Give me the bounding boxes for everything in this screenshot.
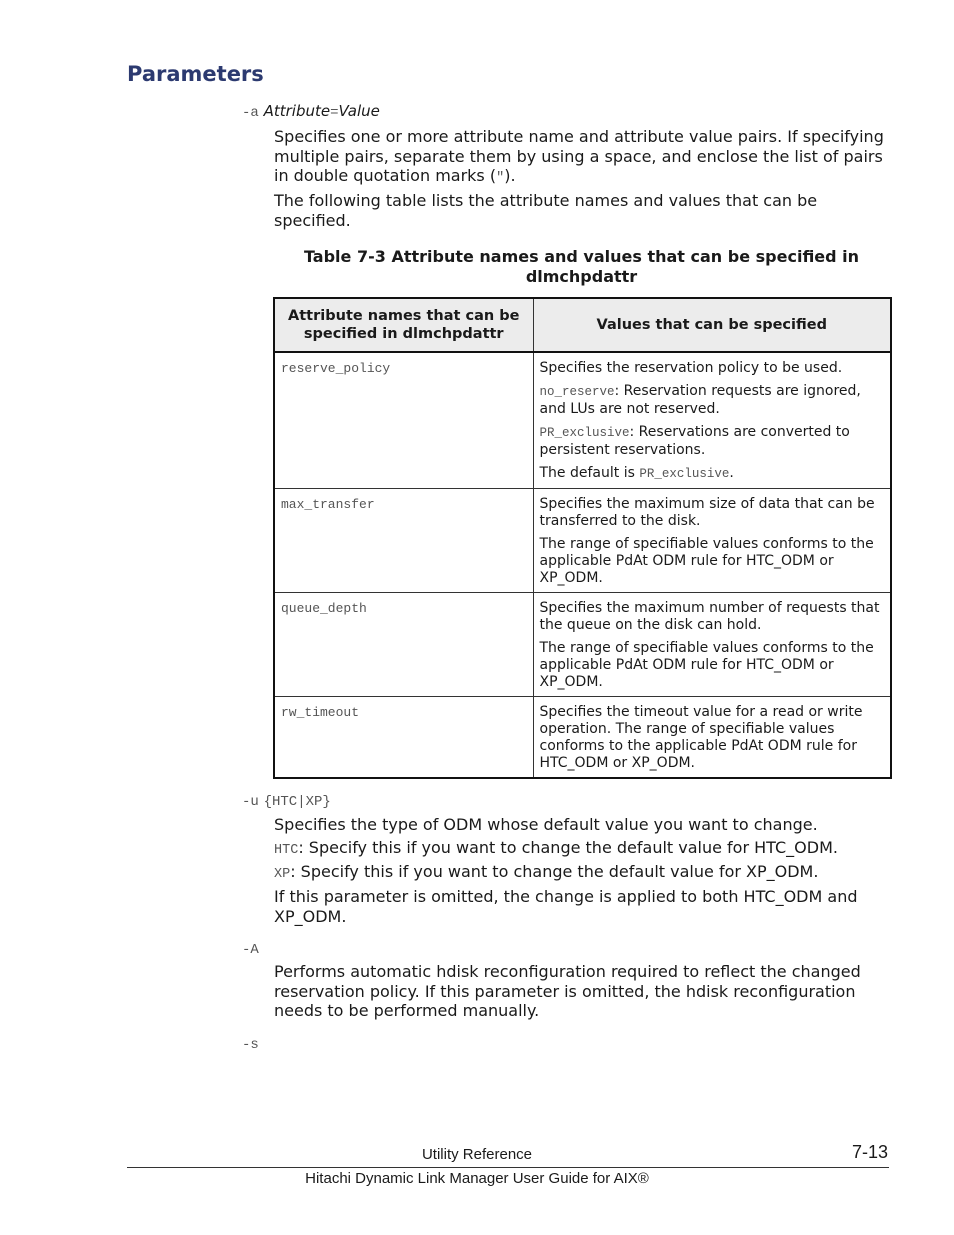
- attribute-value-cell: [533, 352, 891, 489]
- param-a-quote-char: ": [496, 171, 505, 186]
- param-u-htc: [274, 838, 889, 861]
- footer-divider: [127, 1167, 889, 1168]
- param-a-value: Value: [338, 102, 380, 120]
- attribute-value-cell: [533, 593, 891, 697]
- value-text: : Reservations are converted to persistent reservations.: [539, 424, 850, 458]
- value-text: The default is: [539, 465, 640, 481]
- value-text: .: [729, 465, 734, 481]
- attribute-name-cell: reserve_policy: [274, 352, 533, 489]
- param-A-label: [242, 939, 259, 958]
- param-u-description: Specifies the type of ODM whose default value you want to change.: [274, 815, 818, 834]
- param-a-option: -a: [242, 105, 259, 121]
- param-u-htc-text: : Specify this if you want to change the default value for HTC_ODM.: [298, 838, 838, 857]
- header-attribute-names: Attribute names that can be specified in dlmchpdattr: [274, 298, 533, 352]
- inline-code: HTC: [274, 843, 299, 858]
- param-a-equals: =: [330, 105, 339, 121]
- param-a-description: [274, 127, 889, 189]
- table-row: [274, 697, 891, 779]
- param-u-values: {HTC|XP}: [263, 794, 331, 810]
- value-paragraph: Specifies the timeout value for a read or write operation. The range of specifiable values conforms to the applicable PdAt ODM rule for HTC_ODM or XP_ODM.: [539, 704, 863, 771]
- table-caption: Table 7-3 Attribute names and values that can be specified in dlmchpdattr: [303, 247, 860, 286]
- param-u-xp-text: : Specify this if you want to change the default value for XP_ODM.: [290, 862, 819, 881]
- value-paragraph: [540, 383, 885, 418]
- attribute-value-cell: [533, 697, 891, 779]
- param-a-attribute: Attribute: [263, 102, 331, 120]
- attribute-table: [273, 297, 892, 779]
- param-A-description: Performs automatic hdisk reconfiguration required to reflect the changed reservation policy. If this parameter is omitted, the hdisk reconfiguration needs to be performed manually.: [274, 962, 861, 1020]
- param-s-label: [242, 1034, 259, 1053]
- param-a-label: [242, 102, 380, 121]
- header-values: Values that can be specified: [533, 298, 891, 352]
- inline-code: XP: [274, 867, 291, 882]
- table-row: [274, 489, 891, 593]
- value-paragraph: The range of specifiable values conforms to the applicable PdAt ODM rule for HTC_ODM or XP_ODM.: [539, 640, 874, 690]
- table-header-row: [274, 298, 891, 352]
- attribute-name-cell: queue_depth: [274, 593, 533, 697]
- param-s-option: -s: [242, 1037, 259, 1053]
- table-row: [274, 593, 891, 697]
- value-text: : Reservation requests are ignored, and LUs are not reserved.: [539, 383, 861, 417]
- value-paragraph: The range of specifiable values conforms to the applicable PdAt ODM rule for HTC_ODM or XP_ODM.: [539, 536, 874, 586]
- param-u-option: -u: [242, 794, 259, 810]
- param-a-desc-text: Specifies one or more attribute name and attribute value pairs. If specifying multiple pairs, separate them by using a space, and enclose the list of pairs in double quotation marks (: [274, 127, 884, 185]
- param-u-label: [242, 791, 331, 810]
- value-paragraph: Specifies the maximum size of data that can be transferred to the disk.: [539, 496, 875, 529]
- table-row: [274, 352, 891, 489]
- inline-code: PR_exclusive: [539, 426, 630, 440]
- attribute-value-cell: [533, 489, 891, 593]
- section-heading: Parameters: [127, 62, 264, 86]
- param-A-option: -A: [242, 942, 259, 958]
- inline-code: no_reserve: [539, 385, 615, 399]
- value-paragraph: Specifies the reservation policy to be used.: [539, 360, 843, 376]
- param-u-xp: [274, 862, 889, 885]
- value-paragraph: [540, 424, 885, 459]
- page-number: 7-13: [851, 1142, 888, 1162]
- footer-chapter: Utility Reference: [421, 1146, 533, 1163]
- footer-book-title: Hitachi Dynamic Link Manager User Guide for AIX®: [305, 1170, 649, 1187]
- inline-code: PR_exclusive: [639, 467, 730, 481]
- attribute-name-cell: rw_timeout: [274, 697, 533, 779]
- value-paragraph: [540, 465, 885, 483]
- param-a-desc-end: ).: [504, 166, 516, 185]
- param-u-omitted-note: If this parameter is omitted, the change is applied to both HTC_ODM and XP_ODM.: [274, 887, 858, 926]
- param-a-table-intro: The following table lists the attribute names and values that can be specified.: [274, 191, 818, 230]
- attribute-name-cell: max_transfer: [274, 489, 533, 593]
- value-paragraph: Specifies the maximum number of requests that the queue on the disk can hold.: [539, 600, 880, 633]
